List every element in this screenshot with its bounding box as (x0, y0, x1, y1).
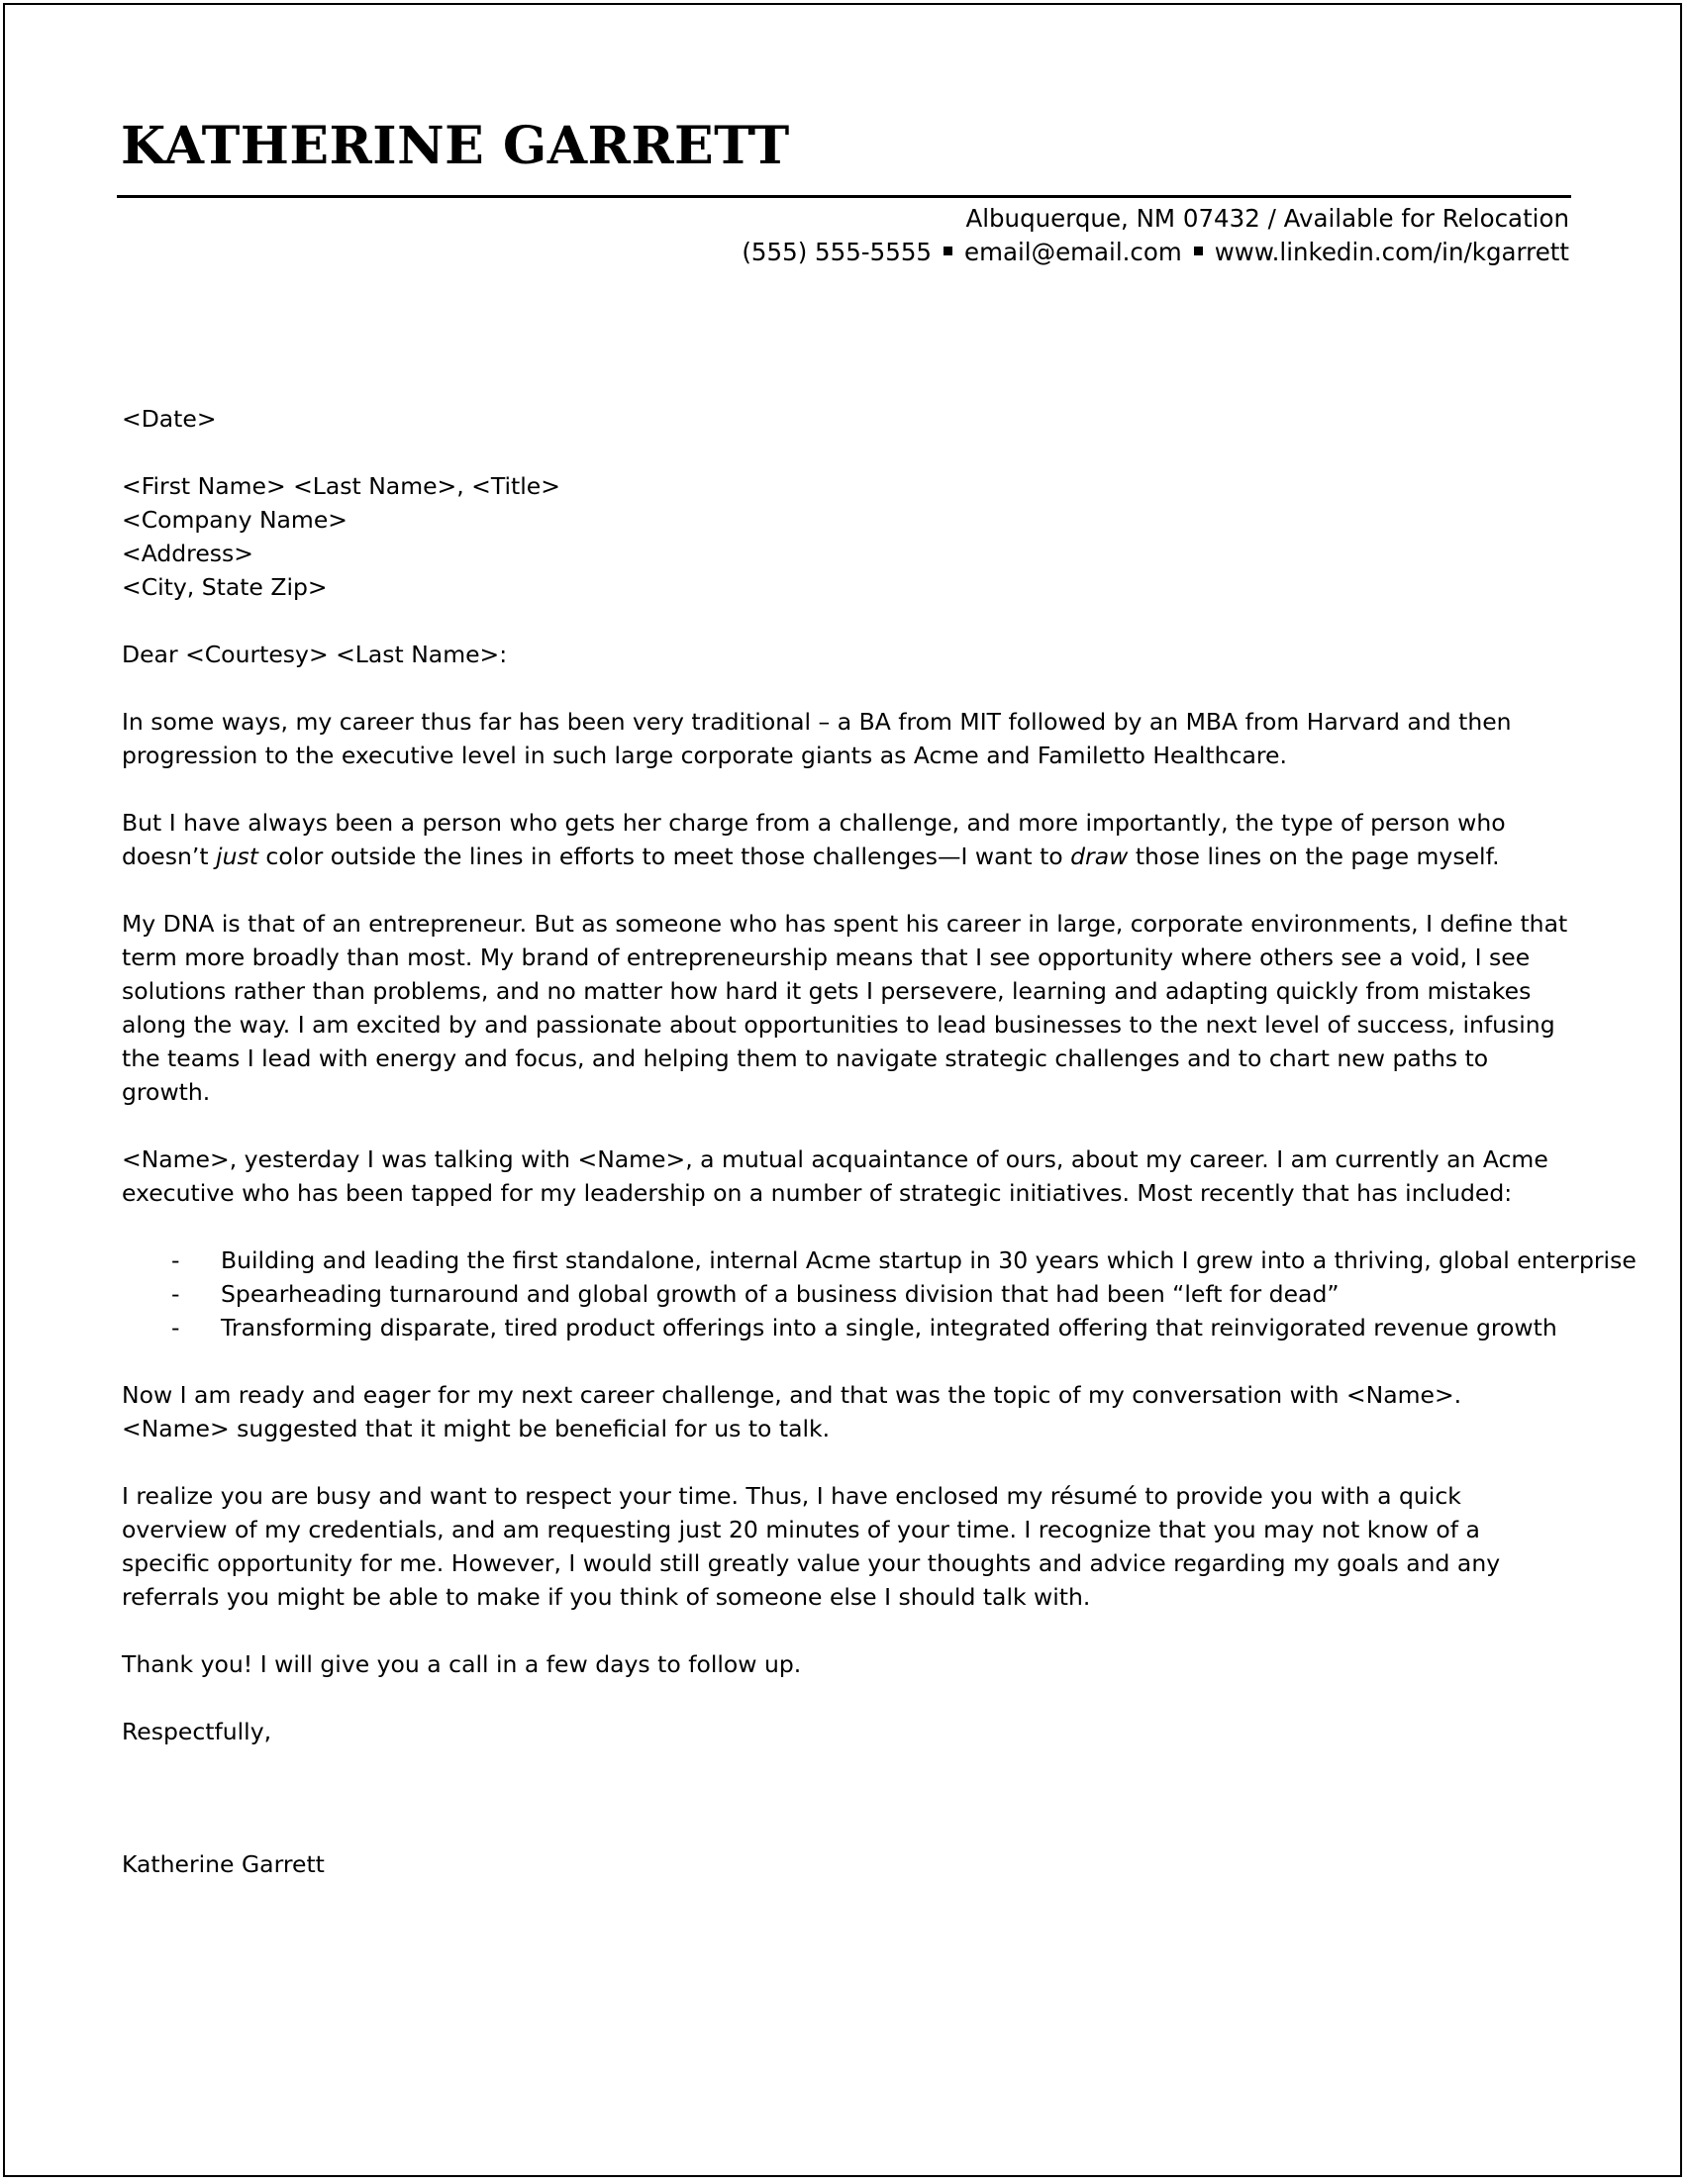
header-divider (117, 195, 1571, 198)
recipient-name-title: <First Name> <Last Name>, <Title> (122, 472, 560, 500)
recipient-address: <Address> (122, 540, 253, 567)
paragraph-6: I realize you are busy and want to respect your time. Thus, I have enclosed my résumé to provide you with a quick overview of my credentials, and am requesting just 20 minutes of your time. I recognize that you may not know of a specific opportunity for me. However, I would still greatly value your thoughts and advice regarding my goals and any referrals you might be able to make if you think of someone else I should talk with. (122, 1482, 1501, 1611)
applicant-name: KATHERINE GARRETT (121, 116, 790, 176)
contact-line (742, 236, 1569, 269)
paragraph-2-emphasis-just: just (216, 843, 258, 870)
location-line: Albuquerque, NM 07432 / Available for Relocation (965, 204, 1569, 233)
recipient-city-state-zip: <City, State Zip> (122, 573, 328, 601)
contact-block (742, 202, 1569, 269)
paragraph-7: Thank you! I will give you a call in a few days to follow up. (122, 1650, 802, 1678)
signature-name: Katherine Garrett (122, 1850, 325, 1878)
recipient-company: <Company Name> (122, 506, 348, 534)
paragraph-3: My DNA is that of an entrepreneur. But as someone who has spent his career in large, corporate environments, I define that term more broadly than most. My brand of entrepreneurship means that I see opportunity where others see a void, I see solutions rather than problems, and no matter how hard it gets I persevere, learning and adapting quickly from mistakes along the way. I am excited by and passionate about opportunities to lead businesses to the next level of success, infusing the teams I lead with energy and focus, and helping them to navigate strategic challenges and to chart new paths to growth. (122, 910, 1568, 1106)
dash-bullet: - (171, 1246, 180, 1274)
achievements-list (122, 1243, 1637, 1344)
letter-body (122, 402, 1637, 1915)
paragraph-2-text-b: color outside the lines in efforts to meet those challenges—I want to (257, 843, 1071, 870)
paragraph-5: Now I am ready and eager for my next career challenge, and that was the topic of my conversation with <Name>. <Name> suggested that it might be beneficial for us to talk. (122, 1381, 1462, 1442)
paragraph-2-emphasis-draw: draw (1070, 843, 1129, 870)
list-item-text: Transforming disparate, tired product offerings into a single, integrated offering that reinvigorated revenue growth (221, 1314, 1557, 1341)
square-bullet-icon (944, 247, 952, 255)
list-item (122, 1311, 1571, 1344)
paragraph-4: <Name>, yesterday I was talking with <Name>, a mutual acquaintance of ours, about my career. I am currently an Acme executive who has been tapped for my leadership on a number of strategic initiatives. Most recently that has included: (122, 1145, 1548, 1207)
phone-number: (555) 555-5555 (742, 238, 932, 266)
paragraph-1: In some ways, my career thus far has been very traditional – a BA from MIT followed by an MBA from Harvard and then progression to the executive level in such large corporate giants as Acme and Familetto Healthcare. (122, 708, 1512, 769)
dash-bullet: - (171, 1280, 180, 1308)
dash-bullet: - (171, 1314, 180, 1341)
paragraph-2 (122, 806, 1571, 873)
recipient-block (122, 469, 1571, 604)
list-item-text: Building and leading the first standalone, internal Acme startup in 30 years which I grew into a thriving, global enterprise (221, 1246, 1637, 1274)
list-item-text: Spearheading turnaround and global growth of a business division that had been “left for dead” (221, 1280, 1340, 1308)
paragraph-2-text-c: those lines on the page myself. (1128, 843, 1500, 870)
closing: Respectfully, (122, 1718, 272, 1745)
letter-date: <Date> (122, 405, 217, 433)
list-item (122, 1277, 1571, 1311)
salutation: Dear <Courtesy> <Last Name>: (122, 641, 508, 668)
square-bullet-icon (1194, 247, 1203, 255)
signature-space (122, 1748, 1571, 1847)
list-item (122, 1243, 1637, 1277)
email-address: email@email.com (964, 238, 1182, 266)
linkedin-url: www.linkedin.com/in/kgarrett (1214, 238, 1569, 266)
paragraph-2-text-a: But I have always been a person who gets her charge from a challenge, and more importantly, the type of person who doesn’t (122, 809, 1506, 870)
